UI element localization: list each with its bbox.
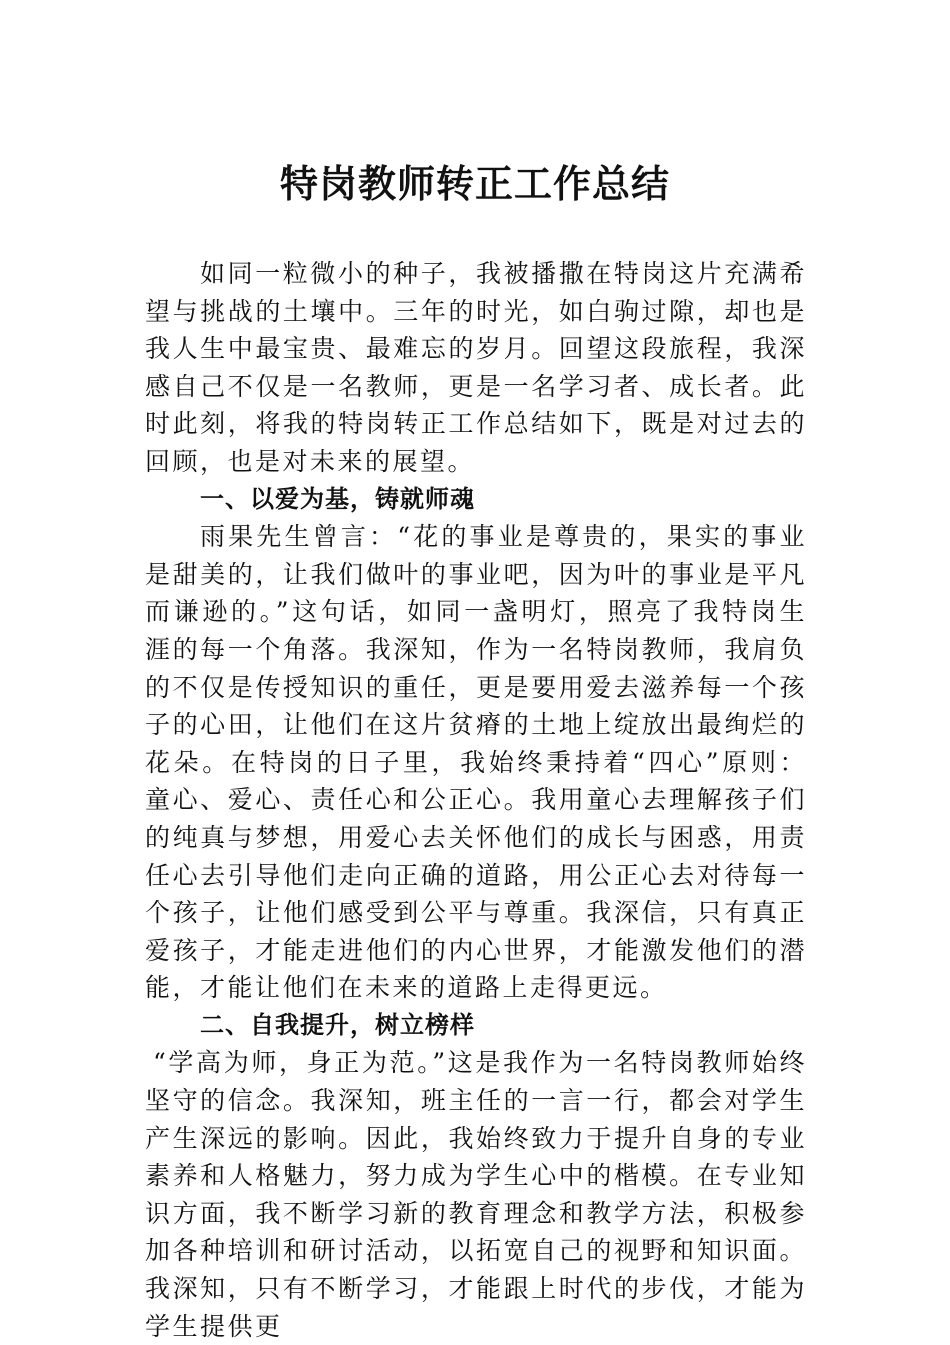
document-body — [145, 255, 807, 1345]
document-title: 特岗教师转正工作总结 — [279, 161, 670, 206]
section-2-heading: 二、自我提升，树立榜样 — [200, 1010, 475, 1039]
section-1-paragraph: 雨果先生曾言：“花的事业是尊贵的，果实的事业是甜美的，让我们做叶的事业吧，因为叶的事业是平凡而谦逊的。”这句话，如同一盏明灯，照亮了我特岗生涯的每一个角落。我深知，作为一名特岗教师，我肩负的不仅是传授知识的重任，更是要用爱去滋养每一个孩子的心田，让他们在这片贫瘠的土地上绽放出最绚烂的花朵。在特岗的日子里，我始终秉持着“四心”原则：童心、爱心、责任心和公正心。我用童心去理解孩子们的纯真与梦想，用爱心去关怀他们的成长与困惑，用责任心去引导他们走向正确的道路，用公正心去对待每一个孩子，让他们感受到公平与尊重。我深信，只有真正爱孩子，才能走进他们的内心世界，才能激发他们的潜能，才能让他们在未来的道路上走得更远。 — [145, 522, 807, 1003]
intro-paragraph: 如同一粒微小的种子，我被播撒在特岗这片充满希望与挑战的土壤中。三年的时光，如白驹过隙，却也是我人生中最宝贵、最难忘的岁月。回望这段旅程，我深感自己不仅是一名教师，更是一名学习者、成长者。此时此刻，将我的特岗转正工作总结如下，既是对过去的回顾，也是对未来的展望。 — [145, 259, 807, 476]
section-2-paragraph: “学高为师，身正为范。”这是我作为一名特岗教师始终坚守的信念。我深知，班主任的一言一行，都会对学生产生深远的影响。因此，我始终致力于提升自身的专业素养和人格魅力，努力成为学生心中的楷模。在专业知识方面，我不断学习新的教育理念和教学方法，积极参加各种培训和研讨活动，以拓宽自己的视野和知识面。我深知，只有不断学习，才能跟上时代的步伐，才能为学生提供更 — [145, 1048, 807, 1341]
section-1-heading: 一、以爱为基，铸就师魂 — [200, 484, 475, 513]
